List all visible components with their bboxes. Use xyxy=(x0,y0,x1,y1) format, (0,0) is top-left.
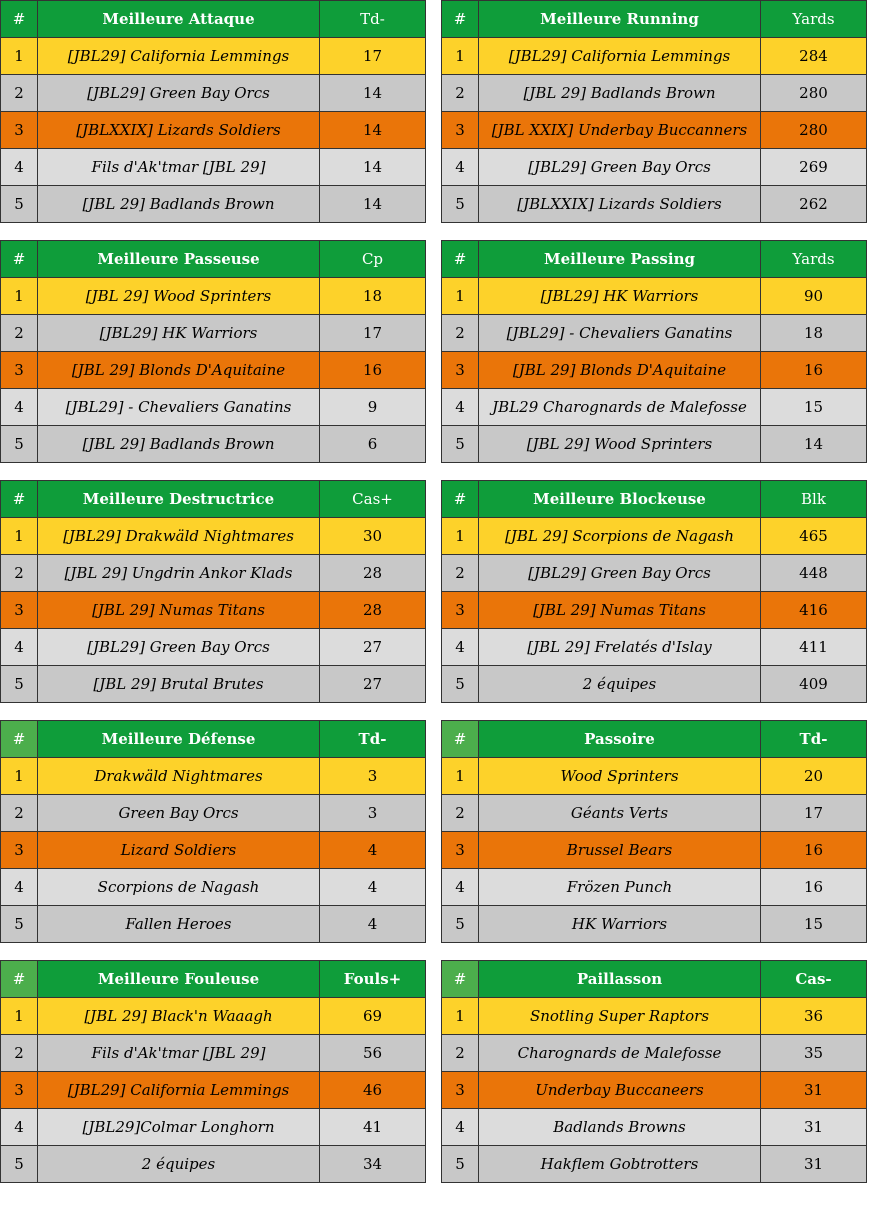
team-cell: Frözen Punch xyxy=(479,869,761,906)
value-cell: 31 xyxy=(761,1072,867,1109)
team-cell: [JBL29] HK Warriors xyxy=(479,278,761,315)
team-cell: [JBL 29] Black'n Waaagh xyxy=(38,998,320,1035)
team-cell: [JBL29] - Chevaliers Ganatins xyxy=(38,389,320,426)
table-row xyxy=(442,1035,867,1072)
table-title: Meilleure Défense xyxy=(38,721,320,758)
value-cell: 17 xyxy=(320,38,426,75)
team-cell: [JBL29] California Lemmings xyxy=(479,38,761,75)
ranking-table-meilleure-attaque xyxy=(0,0,426,223)
team-cell: [JBL29] HK Warriors xyxy=(38,315,320,352)
rank-cell: 5 xyxy=(442,426,479,463)
table-title: Meilleure Passeuse xyxy=(38,241,320,278)
value-cell: 27 xyxy=(320,666,426,703)
table-title: Meilleure Blockeuse xyxy=(479,481,761,518)
value-cell: 16 xyxy=(320,352,426,389)
table-header-row xyxy=(1,241,426,278)
table-row xyxy=(1,278,426,315)
table-row xyxy=(442,666,867,703)
stat-column-header: Cas+ xyxy=(320,481,426,518)
table-row xyxy=(442,998,867,1035)
rank-cell: 5 xyxy=(1,186,38,223)
rank-cell: 1 xyxy=(1,38,38,75)
table-row xyxy=(1,869,426,906)
team-cell: Géants Verts xyxy=(479,795,761,832)
rank-cell: 2 xyxy=(1,1035,38,1072)
rank-cell: 1 xyxy=(1,998,38,1035)
table-row xyxy=(442,518,867,555)
table-row xyxy=(442,832,867,869)
team-cell: Badlands Browns xyxy=(479,1109,761,1146)
table-row xyxy=(1,149,426,186)
rank-cell: 2 xyxy=(442,555,479,592)
rank-cell: 5 xyxy=(1,666,38,703)
rank-cell: 3 xyxy=(1,352,38,389)
table-title: Paillasson xyxy=(479,961,761,998)
table-row xyxy=(1,38,426,75)
value-cell: 30 xyxy=(320,518,426,555)
table-row xyxy=(1,592,426,629)
value-cell: 31 xyxy=(761,1146,867,1183)
value-cell: 36 xyxy=(761,998,867,1035)
rank-cell: 4 xyxy=(1,389,38,426)
team-cell: [JBL 29] Blonds D'Aquitaine xyxy=(479,352,761,389)
rank-cell: 2 xyxy=(1,75,38,112)
team-cell: [JBL29] Green Bay Orcs xyxy=(479,555,761,592)
value-cell: 27 xyxy=(320,629,426,666)
table-title: Meilleure Running xyxy=(479,1,761,38)
table-header-row xyxy=(442,481,867,518)
table-row xyxy=(1,352,426,389)
rank-cell: 4 xyxy=(442,149,479,186)
rank-cell: 3 xyxy=(442,1072,479,1109)
table-row xyxy=(442,149,867,186)
rank-cell: 3 xyxy=(1,112,38,149)
value-cell: 416 xyxy=(761,592,867,629)
value-cell: 280 xyxy=(761,75,867,112)
table-row xyxy=(1,832,426,869)
team-cell: [JBL 29] Badlands Brown xyxy=(479,75,761,112)
stat-column-header: Blk xyxy=(761,481,867,518)
ranking-table-meilleure-fouleuse xyxy=(0,960,426,1183)
team-cell: [JBL 29] Wood Sprinters xyxy=(479,426,761,463)
rank-cell: 4 xyxy=(1,869,38,906)
table-row xyxy=(1,1146,426,1183)
table-row xyxy=(442,38,867,75)
table-row xyxy=(1,1109,426,1146)
table-header-row xyxy=(1,721,426,758)
ranking-table-meilleure-blockeuse xyxy=(441,480,867,703)
team-cell: [JBL29]Colmar Longhorn xyxy=(38,1109,320,1146)
value-cell: 448 xyxy=(761,555,867,592)
stat-column-header: Td- xyxy=(320,1,426,38)
stat-column-header: Fouls+ xyxy=(320,961,426,998)
team-cell: JBL29 Charognards de Malefosse xyxy=(479,389,761,426)
team-cell: [JBL 29] Blonds D'Aquitaine xyxy=(38,352,320,389)
rank-cell: 4 xyxy=(1,1109,38,1146)
value-cell: 14 xyxy=(320,186,426,223)
value-cell: 409 xyxy=(761,666,867,703)
rank-column-header: # xyxy=(1,1,38,38)
value-cell: 34 xyxy=(320,1146,426,1183)
rank-cell: 4 xyxy=(1,629,38,666)
table-row xyxy=(1,389,426,426)
table-row xyxy=(442,389,867,426)
table-row xyxy=(1,1072,426,1109)
table-row xyxy=(442,629,867,666)
value-cell: 56 xyxy=(320,1035,426,1072)
value-cell: 262 xyxy=(761,186,867,223)
value-cell: 14 xyxy=(761,426,867,463)
rank-cell: 1 xyxy=(442,998,479,1035)
value-cell: 90 xyxy=(761,278,867,315)
value-cell: 46 xyxy=(320,1072,426,1109)
team-cell: [JBL 29] Ungdrin Ankor Klads xyxy=(38,555,320,592)
value-cell: 280 xyxy=(761,112,867,149)
rank-column-header: # xyxy=(442,1,479,38)
ranking-table-meilleure-passing xyxy=(441,240,867,463)
rank-cell: 5 xyxy=(442,186,479,223)
rank-cell: 3 xyxy=(1,592,38,629)
value-cell: 28 xyxy=(320,592,426,629)
stat-column-header: Td- xyxy=(320,721,426,758)
rank-cell: 1 xyxy=(442,278,479,315)
table-row xyxy=(442,1146,867,1183)
rank-cell: 3 xyxy=(442,832,479,869)
rank-cell: 5 xyxy=(442,906,479,943)
stat-column-header: Cp xyxy=(320,241,426,278)
table-header-row xyxy=(442,961,867,998)
table-title: Meilleure Passing xyxy=(479,241,761,278)
rank-column-header: # xyxy=(1,721,38,758)
team-cell: 2 équipes xyxy=(479,666,761,703)
value-cell: 411 xyxy=(761,629,867,666)
rank-cell: 4 xyxy=(1,149,38,186)
stat-column-header: Yards xyxy=(761,1,867,38)
rank-cell: 3 xyxy=(442,592,479,629)
table-row xyxy=(442,278,867,315)
team-cell: [JBL29] - Chevaliers Ganatins xyxy=(479,315,761,352)
table-row xyxy=(442,426,867,463)
rank-cell: 4 xyxy=(442,389,479,426)
ranking-table-meilleure-destructrice xyxy=(0,480,426,703)
ranking-table-paillasson xyxy=(441,960,867,1183)
rank-column-header: # xyxy=(442,241,479,278)
rank-column-header: # xyxy=(1,961,38,998)
table-row xyxy=(442,906,867,943)
ranking-table-passoire xyxy=(441,720,867,943)
team-cell: Fallen Heroes xyxy=(38,906,320,943)
team-cell: 2 équipes xyxy=(38,1146,320,1183)
table-row xyxy=(1,555,426,592)
value-cell: 28 xyxy=(320,555,426,592)
value-cell: 18 xyxy=(761,315,867,352)
rank-cell: 2 xyxy=(442,315,479,352)
team-cell: Drakwäld Nightmares xyxy=(38,758,320,795)
team-cell: Underbay Buccaneers xyxy=(479,1072,761,1109)
ranking-table-meilleure-d-fense xyxy=(0,720,426,943)
value-cell: 16 xyxy=(761,832,867,869)
value-cell: 4 xyxy=(320,832,426,869)
rank-cell: 5 xyxy=(442,1146,479,1183)
value-cell: 16 xyxy=(761,352,867,389)
table-title: Meilleure Attaque xyxy=(38,1,320,38)
table-row xyxy=(442,555,867,592)
table-row xyxy=(1,795,426,832)
value-cell: 269 xyxy=(761,149,867,186)
table-header-row xyxy=(1,481,426,518)
value-cell: 6 xyxy=(320,426,426,463)
table-title: Meilleure Destructrice xyxy=(38,481,320,518)
rank-cell: 4 xyxy=(442,629,479,666)
team-cell: Green Bay Orcs xyxy=(38,795,320,832)
rank-cell: 3 xyxy=(1,1072,38,1109)
table-row xyxy=(442,1072,867,1109)
team-cell: [JBL29] California Lemmings xyxy=(38,38,320,75)
value-cell: 284 xyxy=(761,38,867,75)
table-row xyxy=(442,1109,867,1146)
team-cell: [JBL29] Green Bay Orcs xyxy=(38,629,320,666)
rank-column-header: # xyxy=(1,241,38,278)
ranking-table-meilleure-passeuse xyxy=(0,240,426,463)
value-cell: 17 xyxy=(761,795,867,832)
value-cell: 35 xyxy=(761,1035,867,1072)
value-cell: 69 xyxy=(320,998,426,1035)
value-cell: 4 xyxy=(320,906,426,943)
table-row xyxy=(1,998,426,1035)
table-row xyxy=(1,75,426,112)
table-row xyxy=(1,518,426,555)
table-header-row xyxy=(1,1,426,38)
rank-cell: 2 xyxy=(1,795,38,832)
value-cell: 18 xyxy=(320,278,426,315)
rank-cell: 5 xyxy=(1,906,38,943)
value-cell: 31 xyxy=(761,1109,867,1146)
rank-cell: 2 xyxy=(442,1035,479,1072)
value-cell: 4 xyxy=(320,869,426,906)
team-cell: Brussel Bears xyxy=(479,832,761,869)
team-cell: [JBL29] Green Bay Orcs xyxy=(38,75,320,112)
stat-column-header: Cas- xyxy=(761,961,867,998)
team-cell: [JBL 29] Numas Titans xyxy=(38,592,320,629)
table-row xyxy=(442,75,867,112)
value-cell: 17 xyxy=(320,315,426,352)
team-cell: Wood Sprinters xyxy=(479,758,761,795)
value-cell: 3 xyxy=(320,758,426,795)
team-cell: [JBL 29] Scorpions de Nagash xyxy=(479,518,761,555)
team-cell: [JBL 29] Brutal Brutes xyxy=(38,666,320,703)
table-header-row xyxy=(442,721,867,758)
rank-cell: 3 xyxy=(1,832,38,869)
team-cell: [JBL 29] Frelatés d'Islay xyxy=(479,629,761,666)
rank-cell: 4 xyxy=(442,1109,479,1146)
table-row xyxy=(1,1035,426,1072)
rank-cell: 3 xyxy=(442,352,479,389)
rank-cell: 1 xyxy=(1,518,38,555)
team-cell: HK Warriors xyxy=(479,906,761,943)
team-cell: Fils d'Ak'tmar [JBL 29] xyxy=(38,1035,320,1072)
team-cell: Hakflem Gobtrotters xyxy=(479,1146,761,1183)
team-cell: [JBLXXIX] Lizards Soldiers xyxy=(479,186,761,223)
table-row xyxy=(442,592,867,629)
team-cell: [JBL 29] Wood Sprinters xyxy=(38,278,320,315)
table-row xyxy=(442,352,867,389)
team-cell: [JBL 29] Badlands Brown xyxy=(38,186,320,223)
table-row xyxy=(442,315,867,352)
table-row xyxy=(1,426,426,463)
team-cell: [JBL29] Drakwäld Nightmares xyxy=(38,518,320,555)
table-header-row xyxy=(1,961,426,998)
team-cell: [JBL XXIX] Underbay Buccanners xyxy=(479,112,761,149)
rank-cell: 5 xyxy=(1,426,38,463)
rank-cell: 4 xyxy=(442,869,479,906)
rank-cell: 3 xyxy=(442,112,479,149)
rank-cell: 2 xyxy=(442,75,479,112)
team-cell: Snotling Super Raptors xyxy=(479,998,761,1035)
team-cell: Lizard Soldiers xyxy=(38,832,320,869)
table-row xyxy=(1,906,426,943)
rank-cell: 1 xyxy=(442,38,479,75)
value-cell: 15 xyxy=(761,389,867,426)
rank-cell: 1 xyxy=(1,278,38,315)
rank-cell: 1 xyxy=(442,758,479,795)
table-row xyxy=(1,629,426,666)
value-cell: 14 xyxy=(320,75,426,112)
value-cell: 14 xyxy=(320,112,426,149)
team-cell: Scorpions de Nagash xyxy=(38,869,320,906)
table-title: Passoire xyxy=(479,721,761,758)
rank-column-header: # xyxy=(442,721,479,758)
team-cell: [JBL29] Green Bay Orcs xyxy=(479,149,761,186)
value-cell: 20 xyxy=(761,758,867,795)
rank-cell: 2 xyxy=(442,795,479,832)
ranking-table-meilleure-running xyxy=(441,0,867,223)
value-cell: 15 xyxy=(761,906,867,943)
team-cell: [JBL29] California Lemmings xyxy=(38,1072,320,1109)
stat-column-header: Yards xyxy=(761,241,867,278)
rank-cell: 1 xyxy=(1,758,38,795)
rank-cell: 2 xyxy=(1,555,38,592)
table-row xyxy=(1,758,426,795)
team-cell: Fils d'Ak'tmar [JBL 29] xyxy=(38,149,320,186)
table-title: Meilleure Fouleuse xyxy=(38,961,320,998)
value-cell: 9 xyxy=(320,389,426,426)
table-header-row xyxy=(442,1,867,38)
team-cell: [JBL 29] Numas Titans xyxy=(479,592,761,629)
value-cell: 465 xyxy=(761,518,867,555)
rank-column-header: # xyxy=(442,961,479,998)
table-row xyxy=(1,315,426,352)
rank-cell: 5 xyxy=(442,666,479,703)
team-cell: [JBLXXIX] Lizards Soldiers xyxy=(38,112,320,149)
table-row xyxy=(442,795,867,832)
team-cell: [JBL 29] Badlands Brown xyxy=(38,426,320,463)
rank-cell: 2 xyxy=(1,315,38,352)
value-cell: 16 xyxy=(761,869,867,906)
table-row xyxy=(1,666,426,703)
table-row xyxy=(442,112,867,149)
table-header-row xyxy=(442,241,867,278)
table-row xyxy=(442,869,867,906)
team-cell: Charognards de Malefosse xyxy=(479,1035,761,1072)
table-row xyxy=(442,186,867,223)
table-row xyxy=(1,186,426,223)
table-row xyxy=(1,112,426,149)
stat-column-header: Td- xyxy=(761,721,867,758)
rank-cell: 5 xyxy=(1,1146,38,1183)
value-cell: 3 xyxy=(320,795,426,832)
rank-cell: 1 xyxy=(442,518,479,555)
rank-column-header: # xyxy=(1,481,38,518)
value-cell: 41 xyxy=(320,1109,426,1146)
rank-column-header: # xyxy=(442,481,479,518)
value-cell: 14 xyxy=(320,149,426,186)
table-row xyxy=(442,758,867,795)
